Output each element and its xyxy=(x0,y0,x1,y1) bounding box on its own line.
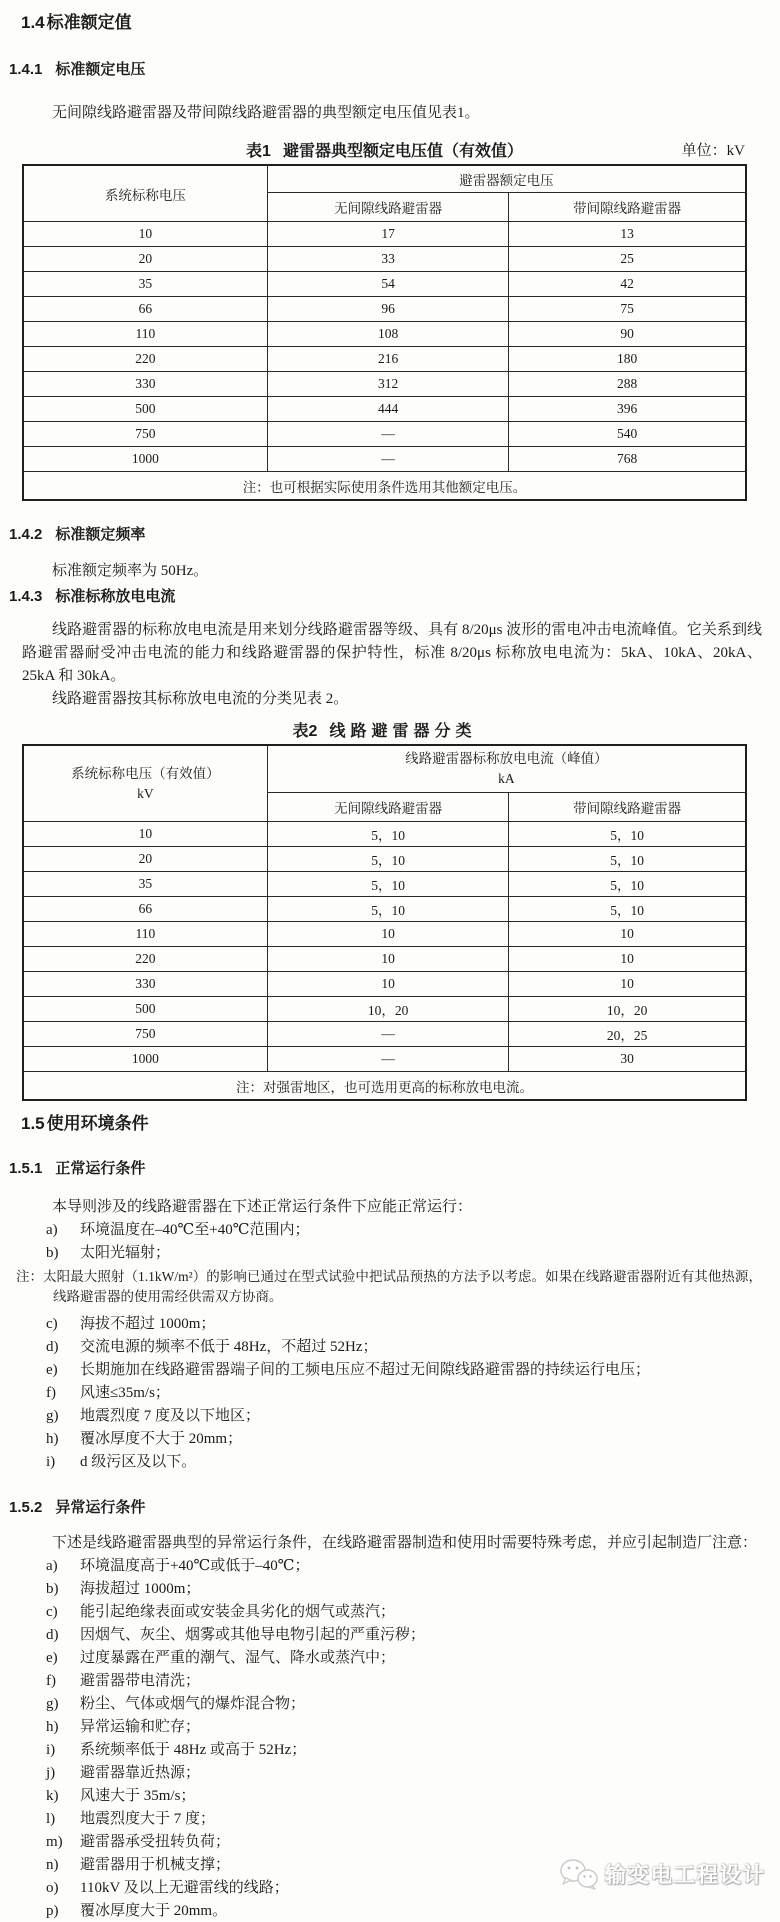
table-cell: 330 xyxy=(23,372,267,397)
table1-rated-voltage xyxy=(22,164,747,501)
list-item-letter: g) xyxy=(46,1408,59,1424)
table-cell: 5，10 xyxy=(267,847,508,872)
list-item-text: 系统频率低于 48Hz 或高于 52Hz； xyxy=(80,1742,307,1758)
section-title: 标准额定频率 xyxy=(55,526,146,543)
table2-header-row-1 xyxy=(23,745,746,793)
list-item xyxy=(46,1555,762,1578)
table1-group-header: 避雷器额定电压 xyxy=(267,165,746,193)
table-cell: 180 xyxy=(509,347,746,372)
section-heading-1-4 xyxy=(21,12,780,34)
table-cell: 220 xyxy=(23,947,267,972)
table-cell: 540 xyxy=(509,422,746,447)
table-cell: 75 xyxy=(509,297,746,322)
table1-sub-header-gapless: 无间隙线路避雷器 xyxy=(267,193,508,222)
table-cell: 768 xyxy=(509,447,746,472)
table1-caption-label: 表1 xyxy=(246,143,271,160)
table1-caption-row xyxy=(22,141,747,162)
table-cell: 110 xyxy=(23,922,267,947)
table-cell: 5，10 xyxy=(509,872,746,897)
table-cell: 10 xyxy=(267,947,508,972)
paragraph-1-4-3-b: 线路避雷器按其标称放电电流的分类见表 2。 xyxy=(52,691,349,707)
table-row xyxy=(23,922,746,947)
table-row xyxy=(23,222,746,247)
list-item xyxy=(46,1428,762,1451)
table-cell: 10 xyxy=(509,947,746,972)
list-item-letter: l) xyxy=(46,1811,56,1827)
list-item-letter: n) xyxy=(46,1857,59,1873)
table-cell: 30 xyxy=(509,1047,746,1072)
table1-unit-label: 单位：kV xyxy=(681,143,745,159)
table-cell: 5，10 xyxy=(509,897,746,922)
list-item-text: 太阳光辐射； xyxy=(80,1245,171,1261)
table-cell: 750 xyxy=(23,1022,267,1047)
table-row xyxy=(23,447,746,472)
list-item-letter: o) xyxy=(46,1880,59,1896)
table-cell: 10 xyxy=(267,972,508,997)
watermark xyxy=(559,1858,766,1890)
table1-caption xyxy=(22,141,747,162)
table2-caption-label: 表2 xyxy=(292,723,318,740)
section-title: 正常运行条件 xyxy=(55,1160,146,1177)
section-number: 1.5 xyxy=(21,1114,45,1133)
table2-caption-row xyxy=(22,721,747,742)
table-cell: 66 xyxy=(23,897,267,922)
table-cell: 5，10 xyxy=(509,822,746,847)
list-item-text: 避雷器承受扭转负荷； xyxy=(80,1834,231,1850)
list-item xyxy=(46,1578,762,1601)
list-item-letter: i) xyxy=(46,1454,56,1470)
table-row xyxy=(23,997,746,1022)
table-cell: 750 xyxy=(23,422,267,447)
list-item xyxy=(46,1716,762,1739)
list-item xyxy=(46,1808,762,1831)
table-cell: 10，20 xyxy=(267,997,508,1022)
list-item xyxy=(46,1831,762,1854)
list-item xyxy=(46,1313,762,1336)
list-item-text: 能引起绝缘表面或安装金具劣化的烟气或蒸汽； xyxy=(80,1604,396,1620)
table-row xyxy=(23,822,746,847)
list-item-letter: a) xyxy=(46,1558,58,1574)
table-cell: 444 xyxy=(267,397,508,422)
list-item-text: 粉尘、气体或烟气的爆炸混合物； xyxy=(80,1696,306,1712)
table-cell: 20，25 xyxy=(509,1022,746,1047)
table2-note-row xyxy=(23,1072,746,1101)
table-cell: 20 xyxy=(23,847,267,872)
watermark-text: 输变电工程设计 xyxy=(605,1864,766,1887)
table-row xyxy=(23,897,746,922)
table2-col-header xyxy=(23,745,267,822)
table-cell: 5，10 xyxy=(267,822,508,847)
table-row xyxy=(23,422,746,447)
table-cell: 5，10 xyxy=(509,847,746,872)
list-item xyxy=(46,1219,762,1242)
paragraph-1-5-2: 下述是线路避雷器典型的异常运行条件，在线路避雷器制造和使用时需要特殊考虑，并应引起制造厂注意： xyxy=(52,1535,758,1551)
table-row xyxy=(23,297,746,322)
list-item xyxy=(46,1336,762,1359)
list-item xyxy=(46,1762,762,1785)
list-item-text: 过度暴露在严重的潮气、湿气、降水或蒸汽中； xyxy=(80,1650,396,1666)
list-item-text: 风速≤35m/s； xyxy=(80,1385,170,1401)
section-title: 标准额定电压 xyxy=(55,61,146,78)
table-row xyxy=(23,847,746,872)
table-cell: 35 xyxy=(23,872,267,897)
table2-sub-header-gapless: 无间隙线路避雷器 xyxy=(267,793,508,822)
list-item-letter: m) xyxy=(46,1834,63,1850)
list-item-letter: c) xyxy=(46,1316,58,1332)
section-number: 1.4 xyxy=(21,13,45,32)
table2-group-header xyxy=(267,745,746,793)
table-cell: 108 xyxy=(267,322,508,347)
section-number: 1.4.2 xyxy=(9,526,43,543)
table-cell: 10 xyxy=(23,222,267,247)
table-cell: 10 xyxy=(509,922,746,947)
table-cell: 10 xyxy=(267,922,508,947)
list-item-letter: d) xyxy=(46,1339,59,1355)
list-item-letter: f) xyxy=(46,1385,56,1401)
table2-sub-header-gapped: 带间隙线路避雷器 xyxy=(509,793,746,822)
list-item-text: 覆冰厚度不大于 20mm； xyxy=(80,1431,243,1447)
table-cell: 10 xyxy=(23,822,267,847)
section-heading-1-4-3 xyxy=(9,587,780,607)
section-heading-1-5-1 xyxy=(9,1159,780,1179)
list-item-letter: p) xyxy=(46,1903,59,1919)
list-item-text: 环境温度在–40℃至+40℃范围内； xyxy=(80,1222,310,1238)
list-item-text: 交流电源的频率不低于 48Hz，不超过 52Hz； xyxy=(80,1339,378,1355)
table-cell: 500 xyxy=(23,397,267,422)
table-row xyxy=(23,972,746,997)
section-title: 异常运行条件 xyxy=(55,1499,146,1516)
table-row xyxy=(23,947,746,972)
table-row xyxy=(23,347,746,372)
normal-conditions-list xyxy=(0,1219,780,1474)
table-cell: — xyxy=(267,447,508,472)
paragraph-1-4-2: 标准额定频率为 50Hz。 xyxy=(52,563,209,579)
list-item-text: 长期施加在线路避雷器端子间的工频电压应不超过无间隙线路避雷器的持续运行电压； xyxy=(80,1362,651,1378)
table1-col-header: 系统标称电压 xyxy=(23,165,267,222)
section-title: 使用环境条件 xyxy=(46,1114,149,1133)
table-cell: 288 xyxy=(509,372,746,397)
table-cell: 90 xyxy=(509,322,746,347)
table-cell: 1000 xyxy=(23,447,267,472)
list-item-text: d 级污区及以下。 xyxy=(80,1454,197,1470)
list-item-letter: c) xyxy=(46,1604,58,1620)
list-item-text: 避雷器带电清洗； xyxy=(80,1673,201,1689)
table-cell: 500 xyxy=(23,997,267,1022)
table-row xyxy=(23,372,746,397)
list-item-text: 因烟气、灰尘、烟雾或其他导电物引起的严重污秽； xyxy=(80,1627,426,1643)
table-cell: — xyxy=(267,422,508,447)
list-item-letter: f) xyxy=(46,1673,56,1689)
list-item xyxy=(46,1739,762,1762)
table1-header-row-1 xyxy=(23,165,746,193)
section-number: 1.4.1 xyxy=(9,61,43,78)
table-cell: 66 xyxy=(23,297,267,322)
table-row xyxy=(23,272,746,297)
table-cell: 5，10 xyxy=(267,897,508,922)
list-item-letter: k) xyxy=(46,1788,59,1804)
list-item-letter: e) xyxy=(46,1362,58,1378)
list-item-text: 异常运输和贮存； xyxy=(80,1719,201,1735)
list-item-text: 110kV 及以上无避雷线的线路； xyxy=(80,1880,289,1896)
list-item-text: 地震烈度 7 度及以下地区； xyxy=(80,1408,261,1424)
table-cell: 5，10 xyxy=(267,872,508,897)
table-row xyxy=(23,1047,746,1072)
section-heading-1-4-2 xyxy=(9,525,780,545)
section-heading-1-5 xyxy=(21,1113,780,1135)
list-item-text: 避雷器用于机械支撑； xyxy=(80,1857,231,1873)
list-item-letter: b) xyxy=(46,1581,59,1597)
section-heading-1-4-1 xyxy=(9,60,780,80)
table-cell: 17 xyxy=(267,222,508,247)
table-cell: 25 xyxy=(509,247,746,272)
table2-group-header-line2: kA xyxy=(498,771,515,786)
table-cell: 13 xyxy=(509,222,746,247)
list-item xyxy=(46,1900,762,1922)
table-cell: 10 xyxy=(509,972,746,997)
list-item-text: 环境温度高于+40℃或低于–40℃； xyxy=(80,1558,310,1574)
table-cell: 33 xyxy=(267,247,508,272)
list-item-text: 海拔不超过 1000m； xyxy=(80,1316,216,1332)
table2-arrester-classification xyxy=(22,744,747,1101)
table-cell: 330 xyxy=(23,972,267,997)
list-item-text: 地震烈度大于 7 度； xyxy=(80,1811,216,1827)
paragraph-1-5-1: 本导则涉及的线路避雷器在下述正常运行条件下应能正常运行： xyxy=(52,1199,473,1215)
table2-caption-title: 线路避雷器分类 xyxy=(329,723,477,740)
table-row xyxy=(23,397,746,422)
list-item-text: 海拔超过 1000m； xyxy=(80,1581,201,1597)
paragraph-1-4-1: 无间隙线路避雷器及带间隙线路避雷器的典型额定电压值见表1。 xyxy=(52,105,480,121)
list-item-text: 覆冰厚度大于 20mm。 xyxy=(80,1903,228,1919)
list-item xyxy=(46,1785,762,1808)
table-row xyxy=(23,322,746,347)
table-row xyxy=(23,872,746,897)
table-cell: 54 xyxy=(267,272,508,297)
list-item xyxy=(46,1405,762,1428)
section-heading-1-5-2 xyxy=(9,1498,780,1518)
list-item xyxy=(46,1624,762,1647)
table2-group-header-line1: 线路避雷器标称放电电流（峰值） xyxy=(405,751,608,766)
table-cell: 312 xyxy=(267,372,508,397)
table-cell: 35 xyxy=(23,272,267,297)
list-item xyxy=(46,1382,762,1405)
table-cell: 396 xyxy=(509,397,746,422)
table-cell: 220 xyxy=(23,347,267,372)
list-item xyxy=(46,1359,762,1382)
section-number: 1.5.2 xyxy=(9,1499,43,1516)
table-cell: — xyxy=(267,1047,508,1072)
table-row xyxy=(23,1022,746,1047)
table-cell: — xyxy=(267,1022,508,1047)
list-item-letter: g) xyxy=(46,1696,59,1712)
table-cell: 110 xyxy=(23,322,267,347)
list-item xyxy=(46,1647,762,1670)
section-title: 标准标称放电电流 xyxy=(55,588,176,605)
list-item-letter: i) xyxy=(46,1742,56,1758)
list-item-letter: d) xyxy=(46,1627,59,1643)
wechat-icon xyxy=(559,1858,599,1890)
list-item xyxy=(46,1601,762,1624)
list-item xyxy=(46,1242,762,1265)
table1-note-row xyxy=(23,472,746,501)
list-item-text: 风速大于 35m/s； xyxy=(80,1788,196,1804)
list-item xyxy=(46,1693,762,1716)
solar-radiation-note: 注：太阳最大照射（1.1kW/m²）的影响已通过在型式试验中把试品预热的方法予以考虑。如果在线路避雷器附近有其他热源，线路避雷器的使用需经供需双方协商。 xyxy=(16,1269,762,1304)
table-row xyxy=(23,247,746,272)
table1-sub-header-gapped: 带间隙线路避雷器 xyxy=(509,193,746,222)
table1-note: 注：也可根据实际使用条件选用其他额定电压。 xyxy=(23,472,746,501)
list-item-letter: h) xyxy=(46,1719,59,1735)
table2-col-header-line2: kV xyxy=(137,785,154,801)
list-item xyxy=(46,1451,762,1474)
table-cell: 96 xyxy=(267,297,508,322)
table-cell: 20 xyxy=(23,247,267,272)
table-cell: 42 xyxy=(509,272,746,297)
list-item-text: 避雷器靠近热源； xyxy=(80,1765,201,1781)
paragraph-1-4-3-a: 线路避雷器的标称放电电流是用来划分线路避雷器等级、具有 8/20μs 波形的雷电冲击电流峰值。它关系到线路避雷器耐受冲击电流的能力和线路避雷器的保护特性，标准 8/20μs 标称放电电流为：5kA、10kA、20kA、25kA 和 30kA。 xyxy=(22,622,762,684)
section-number: 1.4.3 xyxy=(9,588,43,605)
list-item-letter: h) xyxy=(46,1431,59,1447)
table-cell: 216 xyxy=(267,347,508,372)
table2-col-header-line1: 系统标称电压（有效值） xyxy=(71,765,220,781)
table2-note: 注：对强雷地区，也可选用更高的标称放电电流。 xyxy=(23,1072,746,1101)
section-title: 标准额定值 xyxy=(46,13,132,32)
list-item-letter: b) xyxy=(46,1245,59,1261)
table-cell: 1000 xyxy=(23,1047,267,1072)
table1-caption-title: 避雷器典型额定电压值（有效值） xyxy=(282,143,523,160)
list-item-letter: e) xyxy=(46,1650,58,1666)
table-cell: 10，20 xyxy=(509,997,746,1022)
table2-caption xyxy=(22,721,747,742)
list-item-letter: a) xyxy=(46,1222,58,1238)
list-item xyxy=(46,1670,762,1693)
list-item-letter: j) xyxy=(46,1765,56,1781)
section-number: 1.5.1 xyxy=(9,1160,43,1177)
